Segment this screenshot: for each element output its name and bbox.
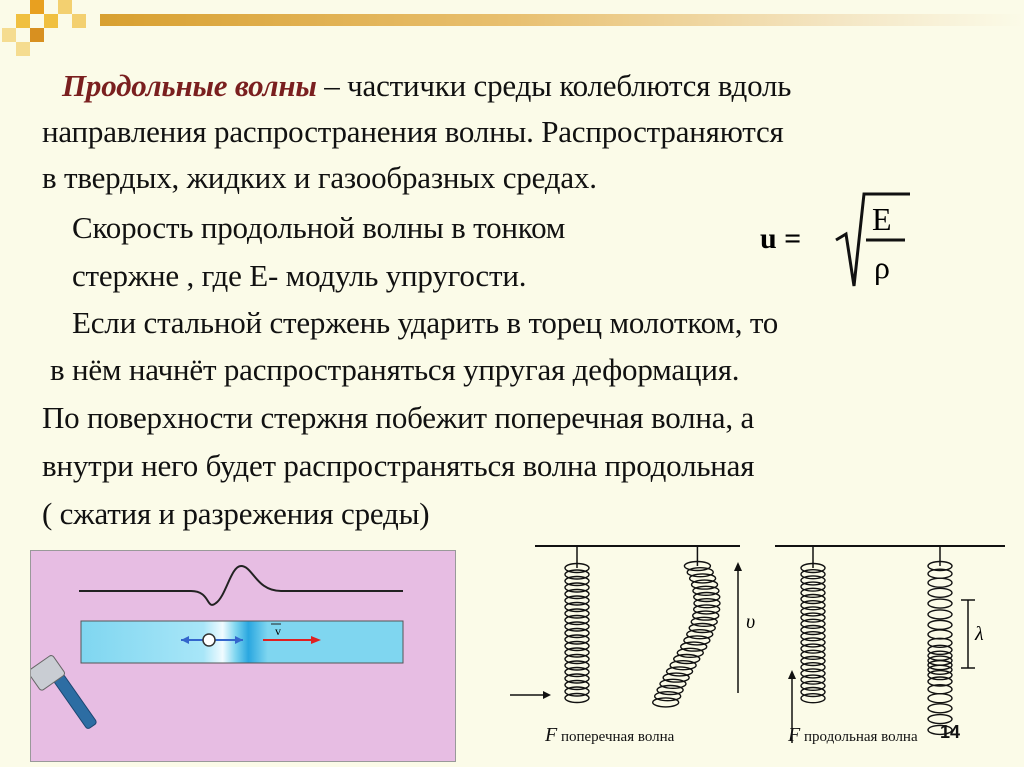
corner-square	[16, 42, 30, 56]
spring-straight-1	[565, 546, 589, 703]
paragraph-line-2: направления распространения волны. Распространяются	[42, 114, 784, 149]
term-longitudinal-waves: Продольные волны	[62, 68, 317, 103]
transverse-wave-curve	[79, 566, 403, 605]
paragraph-line-6: Если стальной стержень ударить в торец молотком, то	[72, 305, 779, 340]
formula-lhs: u =	[760, 222, 802, 255]
corner-square	[30, 28, 44, 42]
spring-compressed	[928, 546, 952, 734]
speed-formula	[760, 186, 910, 296]
paragraph-line-8: По поверхности стержня побежит поперечная волна, а	[42, 400, 755, 435]
formula-numerator: E	[872, 201, 892, 237]
top-stripe	[100, 14, 1024, 26]
paragraph-line-1: Продольные волны – частички среды колеблются вдоль	[62, 68, 792, 103]
corner-square	[16, 14, 30, 28]
velocity-symbol: υ	[746, 611, 756, 633]
corner-square	[72, 14, 86, 28]
spring-straight-2	[801, 546, 825, 703]
spring-bent	[653, 546, 720, 707]
caption-longitudinal: F продольная волна	[788, 724, 918, 746]
steel-rod	[81, 621, 403, 663]
corner-square	[58, 0, 72, 14]
formula-denominator: ρ	[874, 249, 890, 285]
page-number: 14	[940, 722, 961, 742]
velocity-label: v	[275, 624, 281, 638]
particle-marker	[203, 634, 215, 646]
paragraph-line-9: внутри него будет распространяться волна продольная	[42, 448, 755, 483]
paragraph-line-5: стержне , где Е- модуль упругости.	[72, 258, 527, 293]
paragraph-line-3: в твердых, жидких и газообразных средах.	[42, 160, 597, 195]
paragraph-line-7: в нём начнёт распространяться упругая деформация.	[50, 352, 740, 387]
corner-square	[2, 28, 16, 42]
caption-transverse: F поперечная волна	[545, 724, 675, 746]
hammer-icon	[31, 654, 99, 738]
wavelength-symbol: λ	[975, 623, 984, 645]
corner-square	[30, 0, 44, 14]
paragraph-line-10: ( сжатия и разрежения среды)	[42, 496, 430, 531]
paragraph-line-4: Скорость продольной волны в тонком	[72, 210, 566, 245]
rod-wave-figure	[30, 550, 456, 762]
corner-square	[44, 14, 58, 28]
